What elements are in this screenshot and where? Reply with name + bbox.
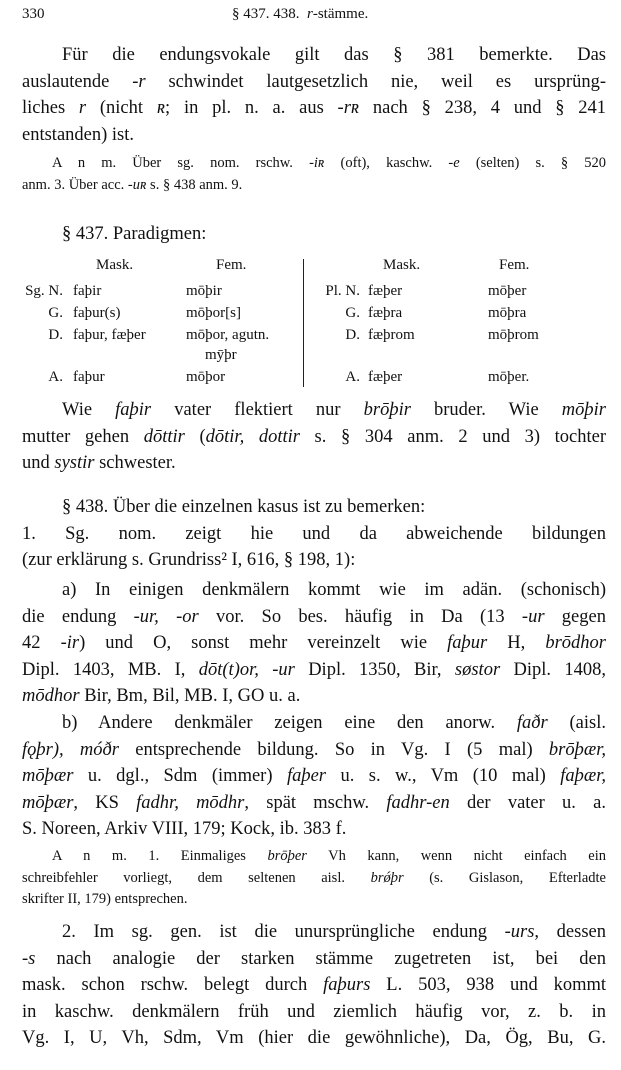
case-label: A. [48,369,63,385]
note-anm [22,153,606,196]
mask-form: faþur(s) [73,305,121,321]
text-line [22,221,606,248]
text-line [22,763,606,790]
italic-word: -ur, -or [133,606,199,627]
text-run: Wie [62,400,116,420]
fem-form: mȳþr [205,347,237,363]
mask-form: faþur [73,369,105,385]
italic-word: -urs [504,922,535,942]
section-438 [22,494,606,574]
text-run: (zur erklärung s. Grundriss² I, 616, § 198, 1): [22,550,356,570]
text-run: die endung [22,606,134,627]
italic-word: faðr [516,713,548,733]
text-run: S. Noreen, Arkiv VIII, 179; Kock, ib. 383 f. [22,819,347,839]
text-line [22,999,606,1026]
fem-form: mōþrom [488,327,539,343]
italic-word: faþir [115,400,152,420]
text-run: entstanden) ist. [22,124,135,145]
paragraph-b [22,710,606,843]
text-run: Vh kann, wenn nicht einfach ein [306,848,606,864]
text-run: , dessen [534,922,606,942]
text-line [22,946,606,973]
text-run: Vg. I, U, Vh, Sdm, Vm (hier die gewöhnliche), Da, Ög, Bu, G. [22,1028,606,1048]
paragraph-wie [22,397,606,477]
text-line [22,604,606,631]
text-run: (oft), kaschw. [324,155,449,171]
text-line [22,122,606,149]
italic-word: -s [22,948,36,969]
case-label: Pl. N. [325,283,360,299]
text-line [22,424,606,451]
case-label: G. [345,305,360,321]
text-run: der vater u. a. [449,792,606,813]
text-run: in kaschw. denkmälern früh und ziemlich häufig vor, z. b. in [22,1001,606,1022]
text-run: H, [487,633,546,653]
paragraph-2 [22,919,606,1052]
italic-word: systir [54,453,95,473]
italic-word: fǫþr), móðr [22,739,119,760]
running-title-section: § 437. 438. [232,6,300,22]
text-run: schreibfehler vorliegt, dem seltenen aisl. [22,869,371,886]
mask-form: fæþrom [368,327,415,343]
text-run: schwester. [94,453,176,473]
text-run: nach § 238, 4 und § 241 [359,98,606,118]
italic-word: faþur [447,633,488,653]
table-divider [303,259,304,387]
running-title-italic: r [307,6,313,22]
fem-form: mōþor [186,369,226,385]
text-run: , KS [73,792,137,813]
italic-word: faþær, [560,766,606,786]
text-run: ) und O, sonst mehr vereinzelt wie [79,633,448,653]
italic-word: mōþær [22,766,74,786]
text-line [22,42,606,69]
case-label: D. [48,327,63,343]
text-line [22,790,606,817]
column-header-mask: Mask. [383,257,421,273]
fem-form: mōþor[s] [186,305,241,321]
text-line [22,972,606,999]
fem-form: mōþir [186,283,222,299]
text-run: ; in pl. n. a. aus [165,98,338,118]
text-line [22,175,606,197]
text-run: , spät mschw. [244,792,387,813]
text-run: vor. So bes. häufig in Da (13 [198,606,522,627]
italic-word: mōþir [561,400,606,420]
paragraph-a [22,577,606,710]
text-run: 2. Im sg. gen. ist die unursprüngliche endung [62,922,505,942]
text-line [22,816,606,843]
italic-word: -iʀ [309,155,325,171]
text-run: L. 503, 938 und kommt [370,975,606,995]
italic-word: -rʀ [337,98,360,118]
italic-word: -r [132,71,146,92]
case-label: Sg. N. [25,283,63,299]
text-line [22,153,606,175]
italic-word: dōtir, dottir [205,426,300,447]
italic-word: brōþer [267,848,307,864]
italic-word: ʀ [156,98,166,118]
text-run: s. § 304 anm. 2 und 3) tochter [299,426,606,447]
mask-form: fæþer [368,369,403,385]
text-line [22,577,606,604]
text-line [22,737,606,764]
section-heading-437 [22,221,606,248]
italic-word: r [78,98,87,118]
text-line [22,919,606,946]
case-label: D. [345,327,360,343]
case-label: A. [345,369,360,385]
mask-form: fæþra [368,305,403,321]
text-run: mask. schon rschw. belegt durch [22,975,324,995]
text-run: anm. 3. Über acc. [22,176,128,193]
mask-form: faþur, fæþer [73,327,146,343]
italic-word: brǿþr [370,869,404,886]
italic-word: brōþir [363,400,411,420]
fem-form: mōþor, agutn. [186,327,270,343]
text-run: Für die endungsvokale gilt das § 381 bemerkte. Das [62,45,606,65]
case-label: G. [48,305,63,321]
text-run: nach analogie der starken stämme zugetreten ist, bei den [35,948,606,969]
italic-word: faþer [286,766,327,786]
text-line [22,710,606,737]
text-run: § 438. Über die einzelnen kasus ist zu bemerken: [62,497,426,517]
running-title [232,6,368,23]
text-run: mutter gehen [22,426,144,447]
text-line [22,657,606,684]
text-run: bruder. Wie [410,400,562,420]
italic-word: dōttir [143,426,185,447]
italic-word: mōþær [22,792,74,813]
text-run: gegen [544,606,606,627]
text-run: a) In einigen denkmälern kommt wie im adän. (schonisch) [62,580,606,600]
italic-word: -ir [60,633,80,653]
text-line [22,69,606,96]
fem-form: mōþra [488,305,527,321]
text-line [22,630,606,657]
text-run: u. s. w., Vm (10 mal) [326,766,561,786]
page-number: 330 [22,6,45,22]
italic-word: søstor [454,659,501,680]
text-run: auslautende [22,71,133,92]
text-line [22,450,606,477]
text-run: Dipl. 1403, MB. I, [22,659,199,680]
text-run: skrifter II, 179) entsprechen. [22,891,188,907]
italic-word: fadhr-en [386,792,450,813]
text-run: (s. Gislason, Efterladte [403,869,606,886]
text-line [22,683,606,710]
text-run: 1. Sg. nom. zeigt hie und da abweichende bildungen [22,523,606,544]
paradigm-table [0,255,621,390]
text-run: Dipl. 1408, [500,659,606,680]
text-run: ( [184,426,206,447]
text-run: A n m. 1. Einmaliges [52,848,268,864]
text-line [22,1025,606,1052]
text-line [22,547,606,574]
text-run: vater flektiert nur [151,400,364,420]
text-line [22,846,606,868]
mask-form: faþir [73,283,102,299]
text-run: b) Andere denkmäler zeigen eine den anorw. [62,713,517,733]
running-title-rest: -stämme. [312,6,369,22]
text-run: entsprechende bildung. So in Vg. I (5 mal) [118,739,549,760]
text-run: (selten) s. § 520 [459,155,607,171]
text-line [22,889,606,911]
text-run: s. § 438 anm. 9. [146,176,243,193]
mask-form: fæþer [368,283,403,299]
text-run: u. dgl., Sdm (immer) [73,766,287,786]
text-run: § 437. Paradigmen: [62,224,207,244]
column-header-fem: Fem. [499,257,530,273]
italic-word: -e [448,155,460,171]
text-line [22,521,606,548]
column-header-fem: Fem. [216,257,247,273]
italic-word: mōdhor [22,686,80,706]
text-line [22,494,606,521]
text-line [22,397,606,424]
text-run: und [22,453,55,473]
text-run: A n m. Über sg. nom. rschw. [52,155,310,171]
text-run: (aisl. [547,713,606,733]
italic-word: -uʀ [127,176,147,193]
text-run: liches [22,98,79,118]
italic-word: faþurs [323,975,371,995]
column-header-mask: Mask. [96,257,134,273]
italic-word: brōdhor [545,633,606,653]
italic-word: fadhr, mōdhr [136,792,245,813]
text-line [22,95,606,122]
note-anm-1 [22,846,606,911]
fem-form: mōþer. [488,369,530,385]
paragraph-endungsvokale [22,42,606,148]
text-run: Dipl. 1350, Bir, [294,659,455,680]
text-run: schwindet lautgesetzlich nie, weil es ursprüng- [145,71,607,92]
text-line [22,868,606,890]
text-run: 42 [22,633,61,653]
italic-word: dōt(t)or, -ur [198,659,295,680]
italic-word: -ur [521,606,545,627]
text-run: (nicht [86,98,157,118]
italic-word: brōþær, [548,739,606,760]
fem-form: mōþer [488,283,527,299]
text-run: Bir, Bm, Bil, MB. I, GO u. a. [79,686,301,706]
